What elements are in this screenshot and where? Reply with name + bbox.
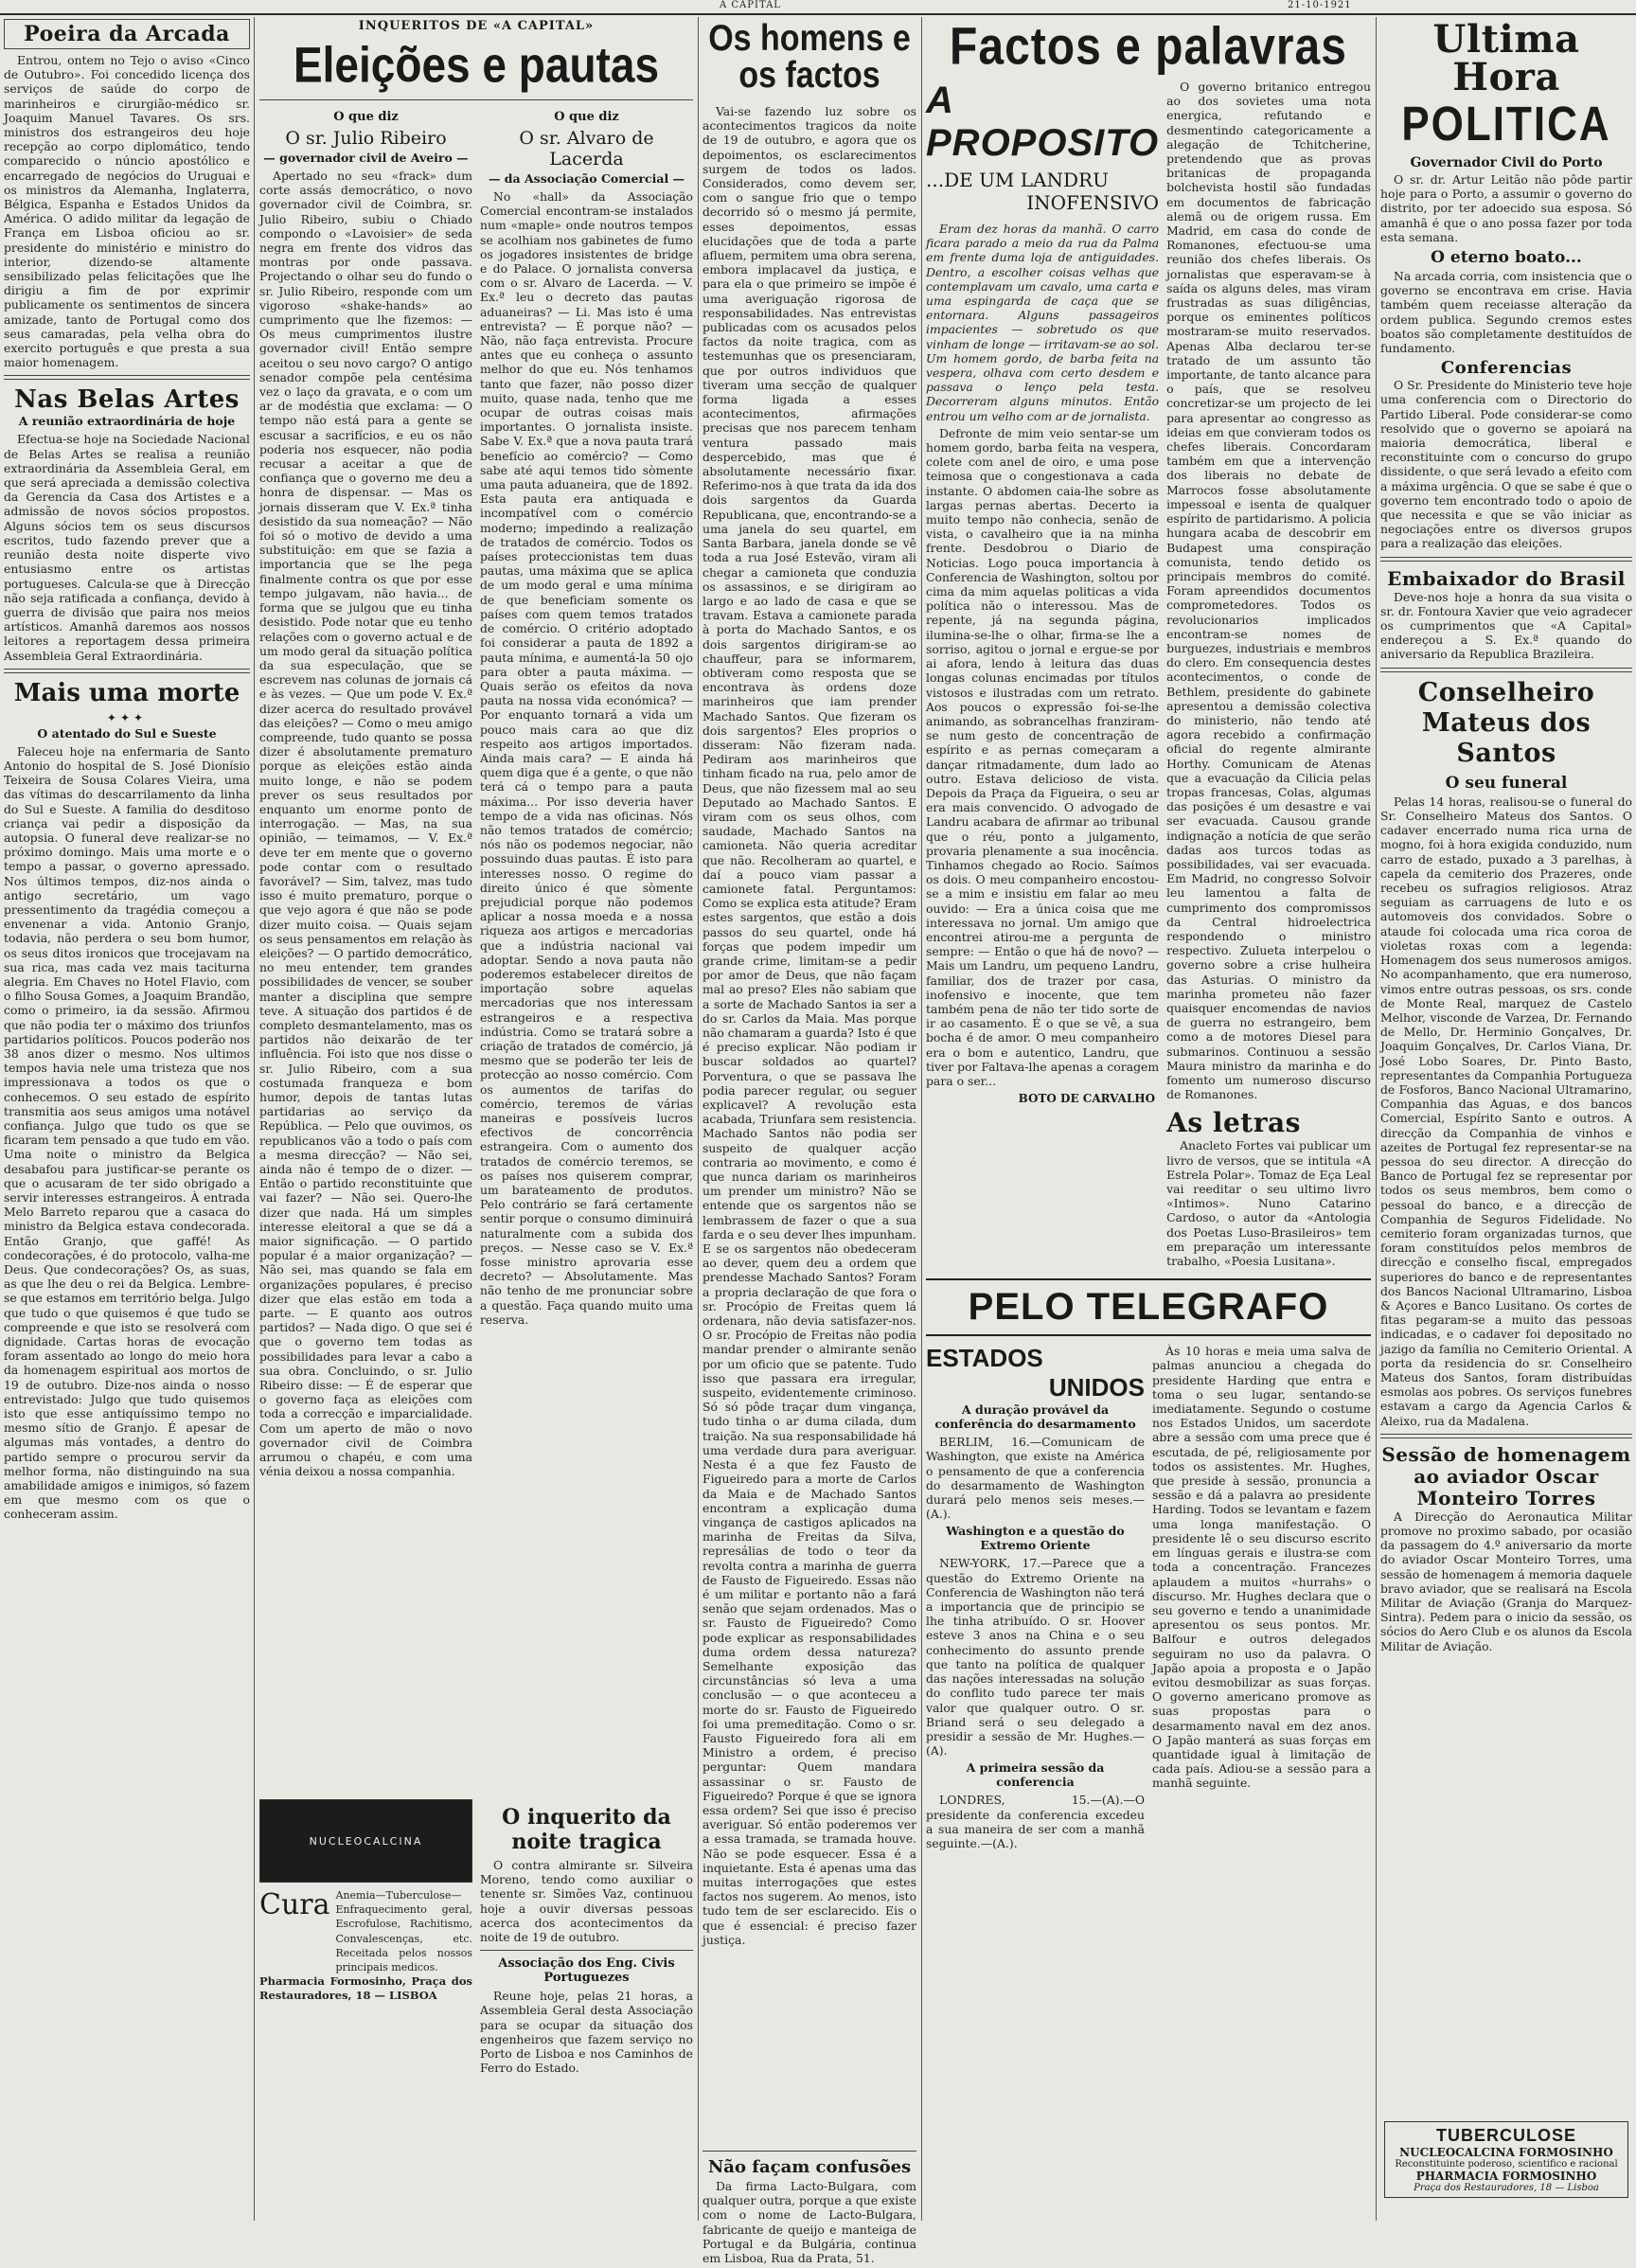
telegrafo-left: [926, 1344, 1145, 1853]
ribeiro-role: — governador civil de Aveiro —: [263, 151, 469, 165]
lacerda-name: O sr. Alvaro de Lacerda: [519, 128, 654, 170]
sessao-article: A Direcção do Aeronautica Militar promove no proximo sabado, por ocasião da passagem do 4.º aniversario da morte do aviador Oscar Monteiro Torres, uma sessão de homenagem á memoria daquele bravo aviador, que se realisará na Escola Militar de Aviação (Granja do Marquez-Sintra). Pedem para o inicio da sessão, os sócios do Aero Club e os alunos da Escola Militar de Aviação.: [1380, 1509, 1632, 1653]
landru-author: BOTO DE CARVALHO: [1018, 1092, 1156, 1106]
factos-right: [1166, 80, 1371, 1271]
tel3-text: LONDRES, 15.—(A).—O presidente da conferencia excedeu a sua maneira de ser com a manhã seguinte.—(A.).: [926, 1793, 1145, 1850]
lacerda-kicker: O que diz: [554, 110, 619, 124]
os-homens-title: Os homens e os factos: [708, 17, 911, 97]
tel1-lead: A duração provável da conferência do desarmamento: [934, 1402, 1136, 1432]
column-divider: [1376, 17, 1377, 2221]
ad-text: Anemia—Tuberculose—Enfraquecimento geral, Escrofulose, Rachitismo, Convalescenças, etc. Receitada pelos nossos principais medicos.: [335, 1889, 472, 1974]
landru-intro: Eram dez horas da manhã. O carro ficara parado a meio da rua da Palma em frente duma loja de antiguidades. Dentro, a escolher coisas velhas que contemplavam um cavalo, uma carta e uma espingarda de caça que se entornara. Alguns passageiros impacientes — sobretudo os que vinham de longe — irritavam-se ao sol. Um homem gordo, de barba feita na vespera, olhava com certo desdem e passava o lenço pela testa. Decorreram alguns minutos. Então entrou um velho com ar de jornalista.: [926, 222, 1160, 423]
belas-artes-subheading: A reunião extraordinária de hoje: [18, 414, 236, 429]
tel2-lead: Washington e a questão do Extremo Oriente: [946, 1524, 1125, 1553]
ad-sub: NUCLEOCALCINA FORMOSINHO: [1399, 2146, 1613, 2159]
divider: [702, 2151, 916, 2152]
conferencias-article: O Sr. Presidente do Ministerio teve hoje uma conferencia com o Directorio do Partido Liberal. Pode considerar-se como resolvido que o governo se apoiará na maioria democrática, liberal e reconstituinte com o concurso do grupo dissidente, o que será levado a efeito com a máxima urgência. O que se sabe é que o governo tem encontrado todo o apoio de que necessita e que se vão iniciar as negociações entre os diversos grupos para a realização das eleições.: [1380, 378, 1632, 551]
ad-addr: Praça dos Restauradores, 18 — Lisboa: [1414, 2183, 1599, 2193]
assoc-article: Reune hoje, pelas 21 horas, a Assembleia Geral desta Associação para se ocupar da situação dos engenheiros que fazem serviço no Porto de Lisboa e nos Caminhos de Ferro do Estado.: [480, 1989, 693, 2076]
boato-article: Na arcada corria, com insistencia que o governo se encontrava em crise. Havia também quem receiasse alteração da ordem publica. Segundo cremos estes boatos são completamente destituídos de fundamento.: [1380, 269, 1632, 356]
unidos-heading: UNIDOS: [1048, 1373, 1145, 1402]
divider: [1380, 557, 1632, 562]
column-3: [702, 17, 916, 2266]
inquerito-heading: O inquerito da noite tragica: [502, 1805, 671, 1854]
ad-shop: Pharmacia Formosinho, Praça dos Restauradores, 18 — LISBOA: [259, 1974, 472, 2003]
landru-heading-1: ...DE UM LANDRU: [926, 169, 1109, 191]
belas-artes-heading: Nas Belas Artes: [14, 385, 240, 415]
confusoes-heading: Não façam confusões: [707, 2157, 912, 2177]
assoc-heading: Associação dos Eng. Civis Portuguezes: [498, 1956, 675, 1986]
os-homens-article: Vai-se fazendo luz sobre os acontecimentos tragicos da noite de 19 de outubro, e agora que os depoimentos, os esclarecimentos surgem de todos os lados. Considerados, como devem ser, com o sangue frio que o tempo decorrido só o mesmo já permite, esses depoimentos, essas elucidações que de toda a parte afluem, permitem uma obra serena, embora implacavel da justiça, e para ela o que primeiro se impõe é uma averiguação rigorosa de responsabilidades. Nas entrevistas publicadas com os acusados pelos factos da noite tragica, com as testemunhas que os presenciaram, que por outros individuos que tiveram uma secção de qualquer forma ligada a esses acontecimentos, afirmações precisas que nos parecem tenham ventura passado mais despercebido, mas que é absolutamente necessário fixar. Referimo-nos à que trata da ida dos dois sargentos da Guarda Republicana, que, encontrando-se a uma janela do seu quartel, em Santa Barbara, janela donde se vê toda a rua José Estevão, viram ali chegar a camioneta que conduzia os assassinos, e se dirigiram ao largo e ao lado de casa e que se travam. Estava a camionete parada à porta do Machado Santos, e os dois sargentos dirigiram-se ao chauffeur, para se informarem, obtiveram como resposta que se encontrava às ordens doze marinheiros que iam prender Machado Santos. Que fizeram os dois sargentos? Eles proprios o disseram: Não fizeram nada. Pediram aos marinheiros que tinham ficado na rua, pelo amor de Deus, que não fizessem mal ao seu Deputado ao Machado Santos. E viram com os seus olhos, com saudade, Machado Santos na camioneta. Não queria acreditar que não. Recolheram ao quartel, e daí a pouco viam passar a camionete fatal. Perguntamos: Como se explica esta atitude? Eram estes sargentos, que estão a dois passos do seu quartel, onde há forças que podem impedir um grande crime, limitam-se a pedir por amor de Deus, que não façam mal ao preso? Eles não sabiam que a sorte de Machado Santos ia ser a do sr. Carlos da Maia. Mas porque não chamaram a guarda? Isto é que é preciso explicar. Não podiam ir buscar soldados ao quartel? Porventura, o que se passava lhe podia parecer regular, ou seguer explicavel? A revolução esta acabada, Triunfara sem resistencia. Machado Santos não podia ser suspeito de qualquer acção contraria ao movimento, e como é que nunca dariam os marinheiros um prender um ministro? Não se entende que os sargentos não se lembrassem de fazer o que a sua farda e o seu dever lhes impunham. E se os sargentos não obedeceram ao dever, quem deu a ordem que prendesse Machado Santos? Foram a propria declaração de que fora o sr. Procópio de Freitas quem lá ordenara, não devia satisfazer-nos. O sr. Procópio de Freitas não podia mandar prender o almirante senão por um oficio que se patente. Tudo isso que passara era irregular, suspeito, evidentemente criminoso. Só só pôde traçar dum vingança, tudo tinha o ar duma cilada, dum traição. Na sua responsabilidade há uma verdade dura para averiguar. Nesta é a que fez Fausto de Figueiredo para a morte de Carlos da Maia e de Machado Santos encontram a explicação duma vingança de castigos aplicados na marinha de Freitas da Silva, represálias de todo o teor da revolta contra a marinha de guerra de Fausto de Figueiredo. Essas não é um militar e portanto não a fará senão que sejam ordenados. Mas o sr. Fausto de Figueiredo? Como pode explicar as responsabilidades duma ordem dessa natureza? Semelhante exposição das circunstâncias só leva a uma conclusão — o que aconteceu a morte do sr. Fausto de Figueiredo foi uma premeditação. Como o sr. Fausto Figueiredo fora ali em Ministro a ordem, é preciso perguntar: Quem mandara assassinar o sr. Fausto de Figueiredo? Porque é que se ignora essa ordem? Sei que isso é preciso averiguar. Só então poderemos ver a essa tramada, se tramada houve. Não se pode esquecer. Essa é a inquietante. Esta é apenas uma das muitas interrogações que estes factos nos sugerem. Ao menos, isto tudo tem de ser esclarecido. Eis o que é essencial: é preciso fazer justiça.: [702, 104, 916, 1947]
column-5: [1380, 19, 1632, 2219]
tel1-text: BERLIM, 16.—Comunicam de Washington, que existe na América o pensamento de que a conferencia do desarmamento de Washington durará pelo menos seis meses.—(A.).: [926, 1435, 1145, 1522]
column-divider: [254, 17, 255, 2221]
lacerda-role: — da Associação Comercial —: [488, 171, 685, 186]
tuberculose-ad: [1384, 2121, 1628, 2198]
gov-heading: Governador Civil do Porto: [1410, 155, 1603, 170]
mais-uma-morte-article: Faleceu hoje na enfermaria de Santo Antonio do hospital de S. José Dionísio Teixeira de Sousa Colares Vieira, uma das vítimas do descarrilamento da linha do Sul e Sueste. A familia do desditoso criança vai pedir a disposição da autopsia. O funeral deve realizar-se no próximo domingo. Mais uma morte e o tempo a passar, o governo apressado. Nos últimos tempos, diz-nos ainda o antigo secretário, um vago pressentimento da tragédia começou a envenenar a vida. Antonio Granjo, todavia, não perdera o seu bom humor, os seus ditos ironicos que trocejavam na sua rica, mas cada vez mais taciturna alegria. Em Chaves no Hotel Flavio, com o filho Sousa Gomes, a Joaquim Brandão, como o primeiro, ia da sessão. Afirmou que não podia ter o máximo dos triunfos partidarios políticos. Poucos poderão nos 38 anos dizer o mesmo. Nos ultimos tempos havia nele uma tristeza que nos impressionava a todos os que o conhecemos. O seu estado de espírito transmitia aos seus amigos uma notável confiança. Julgo que tudo os que se ficaram tem pensado a que tudo em vão. Uma noite o ministro da Belgica desabafou para justificar-se perante os que o acusaram de ter sido obrigado a servir interesses estrangeiros. À entrada Melo Barreto reparou que a casaca do ministro da Belgica estava condecorada. Então Granjo, que gaffé! As condecorações, é do protocolo, valha-me Deus. Que condecorações? Os, as suas, as que lhe deu o rei da Belgica. Lembre-se que estamos em território belga. Julgo que tudo o que quisemos é que tudo se compreende e que isto se resolverá com dignidade. Cartas horas de evocação foram assentado ao longo do meio hora da homenagem espiritual aos mortos de 19 de outubro. Dize-nos ainda o nosso entrevistado: Julgo que tudo quisemos isto que esse antiquíssimo tempo no mesmo sítio de Granjo. É apesar de algumas más vontades, a dentro do partido sempre o procurou servir da melhor forma, não distinguindo na sua amabilidade amigos e inimigos, só fazem em que mesmo com os que o conheceram assim.: [4, 743, 250, 1522]
lacerda-article: No «hall» da Associação Comercial encontram-se instalados num «maple» onde noutros tempos se acolhiam nos gabinetes de fumo os jogadores insistentes de bridge e do Palace. O jornalista conversa com o sr. Alvaro de Lacerda. — V. Ex.ª leu o decreto das pautas aduaneiras? — Li. Mas isto é uma entrevista? — É porque não? — Não, não faça entrevista. Procure antes que eu conheça o assunto melhor do que eu. Nós tenhamos tanto que fazer, não posso dizer muito, quase nada, tenho que me ocupar de outras coisas mais importantes. O jornalista insiste. Sabe V. Ex.ª que a nova pauta trará benefício ao comércio? — Como sabe até aqui temos tido sòmente uma pauta aduaneira, que de 1892. Esta pauta era antiquada e incompatível com o comércio moderno; impedindo a realização de tratados de comércio. Todos os países proteccionistas tem duas pautas, uma máxima que se aplica de um modo geral e uma mínima de que beneficiam somente os países com quem temos tratados de comércio. O critério adoptado foi considerar a pauta de 1892 a pauta mínima, e aumentá-la 50 ojo para obter a pauta máxima. — Quais serão os efeitos da nova pauta na nossa vida económica? — Por enquanto tornará a vida um pouco mais cara ao que diz respeito aos artigos importados. Ainda mais cara? — E ainda há quem diga que é a gente, o que não terá cá o tempo para a pauta máxima... Por isso deveria haver tempo de a vida nas oficinas. Nós não temos tratados de comércio; nós não os podemos negociar, não possuindo duas pautas. É isto para interesses nosso. O regime do direito único é que sòmente prejudicial porque não podemos aplicar a nossa moeda e a nossa riqueza aos artigos e mercadorias que a indústria nacional vai adoptar. Sendo a nova pauta não poderemos estabelecer direitos de importação sobre aquelas mercadorias que nos interessam estrangeiros e a respectiva indústria. Como se tratará sobre a criação de tratados de comércio, já mesmo que se poderão ter leis de protecção ao nosso comércio. Com os aumentos de tarifas do comércio, teremos de várias maneiras e possíveis lucros efectivos de concorrência estrangeira. Com o aumento dos tratados de comércio teremos, se os países nos quiserem comprar, um barateamento de produtos. Pelo contrário se fará certamente sentir porque o consumo diminuirá naturalmente com a subida dos preços. — Nesse caso se V. Ex.ª fosse ministro aprovaria esse decreto? — Absolutamente. Mas não tenho de me pronunciar sobre a questão. Faça quando muito uma reserva.: [480, 189, 693, 1327]
sessao-heading: Sessão de homenagem ao aviador Oscar Monteiro Torres: [1381, 1442, 1631, 1509]
ad-shop: PHARMACIA FORMOSINHO: [1415, 2170, 1597, 2183]
interview-ribeiro: [259, 106, 472, 1481]
divider: [1380, 1434, 1632, 1438]
interviews-split: [259, 106, 693, 1481]
eleicoes-title: Eleições e pautas: [293, 36, 660, 93]
column-1: [4, 19, 250, 2219]
column-divider: [921, 17, 922, 2221]
funeral-heading: O seu funeral: [1445, 773, 1568, 793]
ornament: ✦✦✦: [106, 710, 148, 724]
mateus-heading: Conselheiro Mateus dos Santos: [1417, 677, 1595, 769]
col2-bottom-right: [480, 1799, 693, 2078]
confusoes-block: [702, 2145, 916, 2268]
ad-line: Reconstituinte poderoso, scientifico e racional: [1395, 2159, 1618, 2170]
conferencias-heading: Conferencias: [1440, 358, 1573, 379]
tel-right-text: Às 10 horas e meia uma salva de palmas anunciou a chegada do presidente Harding que entra e toma o seu lugar, sentando-se imediatamente. Segundo o costume nos Estados Unidos, um sacerdote abre a sessão com uma prece que é escutada, de pé, religiosamente por todos os assistentes. Mr. Hughes, que preside à sessão, pronuncia a sessão e dá a palavra ao presidente Harding. Todos se levantam e fazem uma longa manifestação. O presidente lê o seu discurso escrito em línguas gerais e ilustra-se com toda a concentração. Francezes aplaudem a muitos «hurrahs» o discurso. Mr. Hughes declara que o seu governo e tendo a unanimidade apresentou os seus pontos. Mr. Balfour e outros delegados seguiram no uso da palavra. O Japão apoia a proposta e o Japão evitou desmobilizar as suas forças. O governo americano promove as suas propostas para o desarmamento naval em dez anos. O Japão manterá as suas forças em quantidade igual à limitação de cada país. Adiou-se a sessão para a manhã seguinte.: [1152, 1344, 1371, 1791]
ad-cura: Cura: [259, 1888, 330, 1921]
poeira-heading: Poeira da Arcada: [4, 19, 250, 49]
divider: [4, 375, 250, 380]
politica-heading: POLITICA: [1401, 98, 1611, 152]
divider: [259, 99, 693, 100]
column-2: [259, 19, 693, 2219]
landru-article: [926, 80, 1159, 1271]
pelo-telegrafo-heading: PELO TELEGRAFO: [926, 1278, 1371, 1336]
ribeiro-name: O sr. Julio Ribeiro: [285, 128, 447, 149]
divider: [1380, 668, 1632, 672]
tel3-lead: A primeira sessão da conferencia: [966, 1760, 1105, 1790]
telegrafo-right: [1152, 1344, 1371, 1853]
col2-bottom-split: [259, 1799, 693, 2078]
column-divider: [698, 17, 699, 2221]
landru-heading-2: INOFENSIVO: [1026, 191, 1160, 214]
factos-split: [926, 80, 1371, 1271]
divider: [4, 669, 250, 673]
ultima-hora-heading: Ultima Hora: [1432, 17, 1580, 99]
a-proposito-heading: A PROPOSITO: [926, 80, 1160, 164]
factos-title: Factos e palavras: [950, 17, 1347, 76]
mais-uma-morte-subheading: O atentado do Sul e Sueste: [37, 725, 217, 741]
landru-body: Defronte de mim veio sentar-se um homem gordo, barba feita na vespera, colete com anel de oiro, e uma pose teimosa que o congestionava a cada instante. O abdomen caia-lhe sobre as largas pernas abertas. Decerto ia muito tempo não conhecia, senão de vista, o cavalheiro que ia na minha frente. Desdobrou o Diario de Noticias. Logo pouca importancia à Conferencia de Washington, soltou por cima da mim aquelas politicas a vida política não o interessou. Mas de repente, já na segunda página, ilumina-se-lhe o olhar, firma-se lhe a sorriso, agitou o jornal e ergue-se por ai afora, lendo à leitura das duas longas colunas encimadas por títulos vistosos e ilustradas com um retrato. Aos poucos o expressão foi-se-lhe animando, as sobrancelhas franziram-se num gesto de concentração de espírito e as pernas começaram a dançar ritmadamente, dum lado ao outro. Estava delicioso de vista. Depois da Praça da Figueira, o seu ar era mais convencido. O advogado de Landru acabara de afirmar ao tribunal que o réu, ponto a julgamento, provaria plenamente a sua inocência. Tinhamos chegado ao Rocio. Saímos os dois. O meu companheiro encostou-se a mim e insistiu em falar ao meu ouvido: — Era a única coisa que me interessava no jornal. Um amigo que encontrei atirou-me a pergunta de sempre: — Então o que há de novo? — Mais um Landru, um pequeno Landru, familiar, dos de trazer por casa, inofensivo e inocente, que tem também pena de não ter tido sorte de ir ao casamento. É o que se vê, a sua bocha é de amor. O meu companheiro era o bom e autentico, Landru, que tiver por Faltava-lhe apenas a coragem para o ser...: [926, 425, 1160, 1088]
confusoes-article: Da firma Lacto-Bulgara, com qualquer outra, porque a que existe com o nome de Lacto-Bulgara, fabricante de queijo e manteiga de Portugal e da Bulgária, continua em Lisboa, Rua da Prata, 51.: [702, 2179, 916, 2266]
nucleocalcina-ad-image: [259, 1799, 472, 1883]
ribeiro-article: Apertado no seu «frack» dum corte assás democrático, o novo governador civil de Coimbra, sr. Julio Ribeiro, subiu o Chiado compondo o «Lavoisier» de seda negra em frente dos vidros das montras por onde passava. Projectando o olhar seu do fundo o sr. Julio Ribeiro, responde com um vigoroso «shake-hands» ao cumprimento que lhe fizemos: — Os meus cumprimentos ilustre governador civil! Então sempre aceitou o seu novo cargo? O antigo senador compõe pela centésima vez o laço da gravata, e o com um ar de modéstia que exclama: — O tempo não está para a gente se escusar a sacrifícios, e eu os não poderia nos esquecer, não podia recusar a aceitar a que de confiança que o governo me deu a honra de dispensar. — Mas os jornais disseram que V. Ex.ª tinha desistido da sua nomeação? — Não foi só o motivo de devido a uma substituição: em que se fazia a importancia que se lhe pega finalmente contra os que por esse tempo julgavam, não havia... de forma que se julgou que eu tinha desistido. Pode notar que eu tenho relações com o governo actual e de um modo geral da situação política da sua especulação, que se escrevem nas colunas de jornais cá e às vezes. — Que um pode V. Ex.ª dizer acerca do resultado provável das eleições? — Como o meu amigo compreende, tudo quanto se possa dizer é absolutamente prematuro porque as eleições estão ainda muito longe, e não se podem prever os seus resultados por enquanto um enorme ponto de interrogação. — Mas, na sua opinião, — teimamos, — V. Ex.ª deve ter em mente que o governo pode contar com o resultado favorável? — Sim, talvez, mas tudo isso é muito prematuro, porque o que vejo agora é que não se pode dizer muito coisa. — Quais sejam os seus pensamentos em relação às eleições? — O partido democrático, no meu entender, tem grandes possibilidades de vencer, se souber manter a disciplina que sempre teve. A situação dos partidos é de completo desmantelamento, mas os partidos não deixarão de ter influência. Foi isto que nos disse o sr. Julio Ribeiro, com a sua costumada franqueza e bom humor, depois de tantas lutas partidarias ao serviço da República. — Pelo que ouvimos, os republicanos vão a todo o país com a mesma direcção? — Não sei, ainda não é tempo de o dizer. — Então o partido reconstituinte que vai fazer? — Não sei. Quero-lhe dizer que nada. Há um simples interesse eleitoral a que se dá a maior significação. — O partido popular é a maior organização? — Não sei, mas quando se fala em organizações populares, é preciso dizer que elas estão em toda a parte. — E quanto aos outros partidos? — Nada digo. O que sei é que o governo tem todas as possibilidades para levar a cabo a sua obra. Concluindo, o sr. Julio Ribeiro disse: — É de esperar que o governo faça as eleições com toda a correcção e imparcialidade. Com um aperto de mão o novo governador civil de Coimbra arrumou o chapéu, e com uma vénia deixou a nossa companhia.: [259, 169, 472, 1479]
running-header-title: A CAPITAL: [720, 0, 781, 10]
embaixador-article: Deve-nos hoje a honra da sua visita o sr. dr. Fontoura Xavier que veio agradecer os cumprimentos que «A Capital» endereçou a S. Ex.ª quando do aniversario da Republica Brazileira.: [1380, 589, 1632, 662]
boato-heading: O eterno boato...: [1431, 248, 1582, 268]
factos-news: O governo britanico entregou ao dos sovietes uma nota energica, refutando e desmentindo categoricamente a alegação de Tchitcherine, pretendendo que as provas britanicas de propaganda bolchevista hostil são fundadas em documentos de fabricação alemã ou de origem russa. Em Madrid, em casa do conde de Romanones, efectuou-se uma reunião dos chefes liberais. Os jornalistas que esperavam-se à saída os alguns deles, mas viram frustradas as suas diligências, porque os eminentes políticos mostraram-se muito reservados. Apenas Alba declarou ter-se tratado de um assunto tão importante, de tanto alcance para o país, que se resolveu concretizar-se um projecto de lei para apresentar ao congresso as ideias em que convieram todos os chefes liberais. Concordaram também em que a intervenção dos liberais no debate de Marrocos fosse absolutamente impessoal e isenta de qualquer espírito de partidarismo. A policia hungara acaba de descobrir em Budapest uma conspiração comunista, tendo detido os principais membros do comité. Foram apreendidos documentos comprometedores. Todos os revolucionarios implicados encontram-se nomes de burguezes, industriais e membros do clero. Em consequencia destes acontecimentos, o conde de Bethlem, presidente do gabinete apresentou a demissão colectiva do ministerio, não tendo até agora recebido a confirmação oficial do regente almirante Horthy. Comunicam de Atenas que a evacuação da Cilicia pelas tropas francesas, Colas, algumas das posições é um desastre e vai ser evacuada. Causou grande indignação a notícia de que serão dadas aos turcos todas as possibilidades, vai ser evacuada. Em Madrid, no congresso Solvoir leu lamentou a falta de cumprimento dos compromissos da Central hidroelectrica respondendo o ministro respectivo. Zulueta interpelou o governo sobre a crise hulheira das Asturias. O ministro da marinha prometeu não fazer quaisquer encomendas de navios de guerra no estrangeiro, bem como a de motores Diesel para submarinos. Continuou a sessão Maura ministro da marinha e do fomento um numeroso discurso de Romanones.: [1166, 80, 1371, 1102]
tel2-text: NEW-YORK, 17.—Parece que a questão do Extremo Oriente na Conferencia de Washington não terá a importancia que de principio se lhe tinha atribuído. O sr. Hoover esteve 3 anos na China e o seu conhecimento do assunto prende que tanto na política de qualquer das nações interessadas na solução do conflito tudo parece ter mais valor que qualquer outro. O sr. Briand será o seu delegado a presidir a sessão de Mr. Hughes.—(A).: [926, 1556, 1145, 1759]
mais-uma-morte-heading: Mais uma morte: [13, 678, 240, 707]
inqueritos-kicker: INQUERITOS DE «A CAPITAL»: [358, 19, 595, 33]
column-4: [926, 19, 1371, 2219]
poeira-article: Entrou, ontem no Tejo o aviso «Cinco de Outubro». Foi concedido licença dos serviços de saúde do corpo de marinheiros e cirurgião-médico sr. Joaquim Manuel Tavares. Os srs. ministros dos estrangeiros deu hoje recepção ao corpo diplomático, tendo comparecido o núncio apostólico e encarregado de negócios do Uruguai e os ministros da Alemanha, Inglaterra, Bélgica, Espanha e Estados Unidos da América. O adido militar da legação de França em Lisboa oficiou ao sr. presidente do ministério e ministro do interior, dizendo-se altamente sensibilizado pelas felicitações que lhe dirigiu a fim de por exprimir publicamente os sentimentos de sincera amizade, tanto de Portugal como dos seus camaradas, pela velha obra do exercito português e que presta a sua maior homenagem.: [4, 53, 250, 370]
belas-artes-article: Efectua-se hoje na Sociedade Nacional de Belas Artes se realisa a reunião extraordinária da Assembleia Geral, em que será apreciada a demissão colectiva da Gerencia da Casa dos Artistes e a admissão de novos sócios propostos. Alguns sócios tem os seus discursos escritos, tudo fazendo prever que a reunião desta noite disperte vivo entusiasmo entre os artistas portugueses. Calcula-se que à Direcção não seja ratificada a confiança, devido à guerra de divisão que paira nos meios artísticos. Amanhã daremos aos nossos leitores a reportagem dessa primeira Assembleia Geral Extraordinária.: [4, 432, 250, 663]
interview-lacerda: [480, 106, 693, 1481]
running-header-date: 21-10-1921: [1288, 0, 1352, 10]
top-rule: [0, 13, 1636, 15]
ribeiro-kicker: O que diz: [333, 110, 399, 124]
telegrafo-split: [926, 1344, 1371, 1853]
as-letras-heading: As letras: [1166, 1107, 1301, 1139]
estados-heading: ESTADOS: [926, 1344, 1043, 1373]
ad-title: TUBERCULOSE: [1435, 2126, 1576, 2145]
inquerito-article: O contra almirante sr. Silveira Moreno, tendo como auxiliar o tenente sr. Simões Vaz, continuou hoje a ouvir diversas pessoas acerca dos acontecimentos da noite de 19 de outubro.: [480, 1858, 693, 1945]
gov-article: O sr. dr. Artur Leitão não pôde partir hoje para o Porto, a assumir o governo do distrito, por ter adoecido sua esposa. Só amanhã é que o ano possa fazer por toda esta semana.: [1380, 172, 1632, 244]
divider: [480, 1950, 693, 1951]
ad-cura-row: [259, 1888, 472, 1974]
funeral-article: Pelas 14 horas, realisou-se o funeral do Sr. Conselheiro Mateus dos Santos. O cadaver encerrado numa rica urna de mogno, foi à hora exigida conduzido, num carro de estado, puxado a 3 parelhas, à capela da cemiterio dos Prazeres, onde recebeu os sufragios religiosos. Atraz seguiam as carruagens de luto e os automoveis dos convidados. Sobre o ataude foi colocada uma rica coroa de violetas roxas com a legenda: Homenagem dos seus numerosos amigos. No acompanhamento, que era numeroso, vimos entre outras pessoas, os srs. conde de Monte Real, marquez de Castelo Melhor, visconde de Varzea, Dr. Fernando de Mello, Dr. Herminio Gonçalves, Dr. Joaquim Gonçalves, Dr. Carlos Viana, Dr. José Lobo Soares, Dr. Pinto Basto, representantes da Companhia Portugueza de Fosforos, Banco Nacional Ultramarino, Companhia das Aguas, e dos bancos Comercial, Espírito Santo e outros. A direcção da Companhia de vinhos e azeites de Portugal fez representar-se na pessoa do seu director. A direcção do Banco de Portugal fez se representar por todos os seus membros, bem como o pessoal do banco, e a direcção de Companhia de Seguros Fidelidade. No cemiterio foram organizadas turnos, que foram constituídos pelos membros de direcção e conselho fiscal, empregados superiores do banco e de representantes dos Bancos Nacional Ultramarino, Lisboa & Açores e Banco Lusitano. Os cortes de fitas pegaram-se a muito das pessoas indicadas, e o cadaver foi depositado no jazigo da família no Cemiterio Oriental. A porta da residencia do sr. Conselheiro Mateus dos Santos, foram distribuídas esmolas aos pobres. Os serviços funebres estavam a cargo da Agencia Carlos & Aleixo, rua da Madalena.: [1380, 794, 1632, 1428]
as-letras-article: Anacleto Fortes vai publicar um livro de versos, que se intitula «A Estrela Polar». Tomaz de Eça Leal vai reeditar o seu ultimo livro «Intimos». Nuno Catarino Cardoso, o autor da «Antologia dos Poetas Luso-Brasileiros» tem em preparação um interessante trabalho, «Poesia Lusitana».: [1166, 1138, 1371, 1269]
nucleocalcina-logo: NUCLEOCALCINA: [309, 1834, 423, 1848]
embaixador-heading: Embaixador do Brasil: [1387, 566, 1626, 590]
col2-bottom: [259, 1799, 693, 2078]
nucleocalcina-ad: [259, 1799, 472, 2078]
